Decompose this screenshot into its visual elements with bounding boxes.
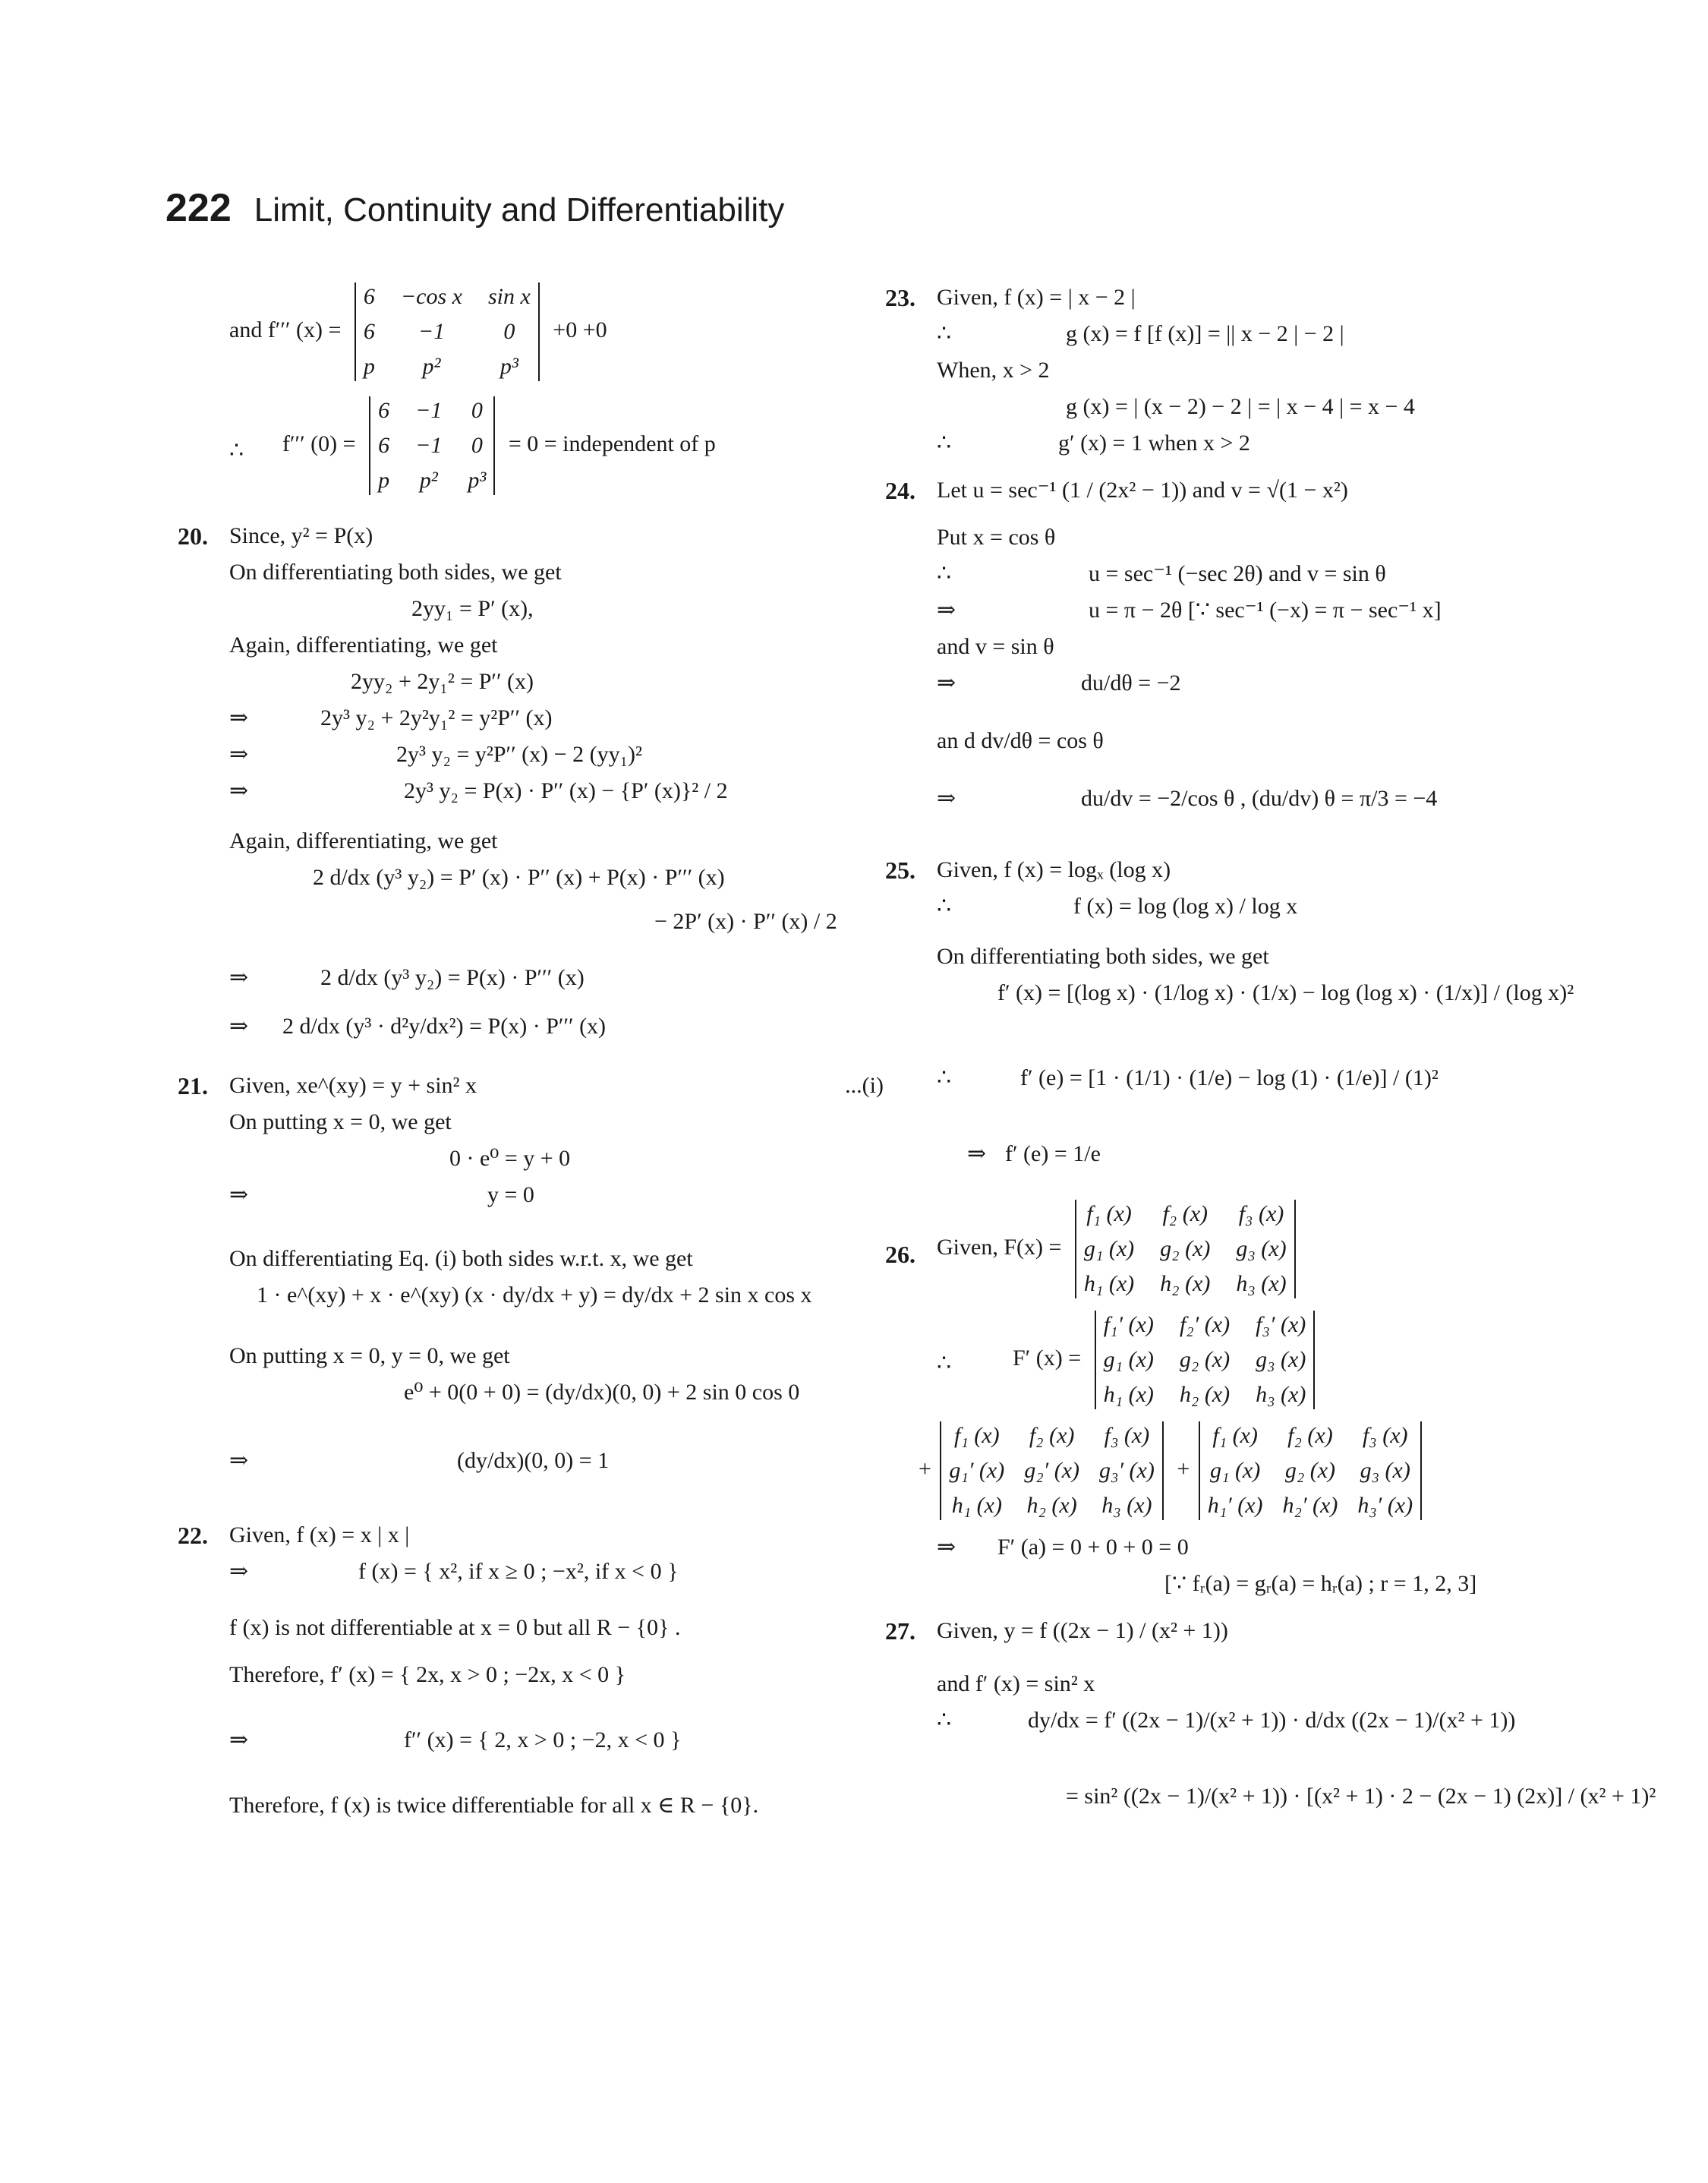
equation-line: − 2P′ (x) · P′′ (x) / 2 xyxy=(654,909,837,934)
equation-line: ⇒ du/dv = −2/cos θ , (du/dv) θ = π/3 = −4 xyxy=(937,786,1438,811)
solution-19-continued xyxy=(179,279,938,507)
solution-22 xyxy=(179,1517,938,1824)
equation-line: Therefore, f′ (x) = { 2x, x > 0 ; −2x, x < 0 } xyxy=(229,1662,626,1687)
equation-line: When, x > 2 xyxy=(937,358,1050,383)
equation-line: ∴ dy/dx = f′ ((2x − 1)/(x² + 1)) · d/dx ((2x − 1)/(x² + 1)) xyxy=(937,1708,1516,1733)
equation-line: ∴ u = sec⁻¹ (−sec 2θ) and v = sin θ xyxy=(937,561,1386,586)
equation-line: f′ (x) = [(log x) · (1/log x) · (1/x) − log (log x) · (1/x)] / (log x)² xyxy=(997,980,1574,1005)
equation-line xyxy=(229,279,938,393)
equation-line: ∴ f′ (e) = [1 · (1/1) · (1/e) − log (1) · (1/e)] / (1)² xyxy=(937,1065,1439,1090)
equation-line: = sin² ((2x − 1)/(x² + 1)) · [(x² + 1) · 2 − (2x − 1) (2x)] / (x² + 1)² xyxy=(1066,1784,1656,1809)
equation-line: + f₁ (x) f₂ (x) f₃ (x) g₁′ (x) g₂′ (x) g₃′ (x) h₁ (x) h₂ (x) h₃ (x) + f₁ (x) f₂ (x) f₃ (x) g₁ (x) g₂ (x) g₃ (x) h₁′ (x) h₂′ (x) h₃′ (x) xyxy=(919,1418,1646,1529)
equation-line: Put x = cos θ xyxy=(937,525,1056,550)
equation-line: 2yy₁ = P′ (x), xyxy=(411,596,534,621)
equation-line: Let u = sec⁻¹ (1 / (2x² − 1)) and v = √(1 − x²) xyxy=(937,478,1348,503)
equation-prefix: and f′′′ (x) = xyxy=(229,317,342,342)
equation-line: Given, y = f ((2x − 1) / (x² + 1)) xyxy=(937,1618,1228,1643)
equation-line: 2 d/dx (y³ y₂) = P′ (x) · P′′ (x) + P(x) · P′′′ (x) xyxy=(313,865,725,890)
equation-line: ⇒ f′ (e) = 1/e xyxy=(967,1141,1101,1166)
equation-line: ⇒ 2y³ y₂ + 2y²y₁² = y²P′′ (x) xyxy=(229,705,553,730)
equation-line: On differentiating both sides, we get xyxy=(937,944,1269,969)
equation-line: ⇒ f (x) = { x², if x ≥ 0 ; −x², if x < 0 } xyxy=(229,1559,679,1584)
equation-line: 0 · e⁰ = y + 0 xyxy=(449,1146,571,1171)
determinant: f₁ (x) f₂ (x) f₃ (x) g₁ (x) g₂ (x) g₃ (x) h₁′ (x) h₂′ (x) h₃′ (x) xyxy=(1196,1418,1429,1523)
equation-line: On differentiating both sides, we get xyxy=(229,560,562,585)
left-column xyxy=(179,279,938,1834)
equation-prefix: f′′′ (0) = xyxy=(282,431,356,456)
equation-line: ⇒ 2y³ y₂ = y²P′′ (x) − 2 (yy₁)² xyxy=(229,742,643,767)
equation-line: Again, differentiating, we get xyxy=(229,828,498,853)
page-number: 222 xyxy=(165,186,232,230)
equation-line: 1 · e^(xy) + x · e^(xy) (x · dy/dx + y) = dy/dx + 2 sin x cos x xyxy=(257,1282,812,1308)
equation-line: and f′ (x) = sin² x xyxy=(937,1671,1095,1696)
equation-line: e⁰ + 0(0 + 0) = (dy/dx)(0, 0) + 2 sin 0 cos 0 xyxy=(404,1380,800,1405)
solution-24 xyxy=(887,472,1646,841)
question-number: 25. xyxy=(885,856,915,884)
solution-21 xyxy=(179,1068,938,1506)
equation-line: Given, f (x) = logₓ (log x) xyxy=(937,857,1171,882)
question-number: 26. xyxy=(885,1241,915,1268)
equation-line: an d dv/dθ = cos θ xyxy=(937,728,1104,753)
equation-suffix: +0 +0 xyxy=(553,317,607,342)
equation-line: ∴ f (x) = log (log x) / log x xyxy=(937,894,1298,919)
determinant: 6 −cos x sin x 6 −1 0 p p² p³ xyxy=(347,279,547,384)
question-number: 21. xyxy=(178,1072,208,1099)
equation-line: ∴ f′′′ (0) = 6 −1 0 6 −1 0 p p² p³ = 0 = independent of p xyxy=(229,393,938,507)
equation-prefix: Given, F(x) = xyxy=(937,1234,1062,1260)
equation-line: g (x) = | (x − 2) − 2 | = | x − 4 | = x − 4 xyxy=(1066,394,1415,419)
equation-prefix: F′ (x) = xyxy=(1013,1345,1082,1371)
equation-line: Given, f (x) = | x − 2 | xyxy=(937,285,1136,310)
equation-line: Therefore, f (x) is twice differentiable for all x ∈ R − {0}. xyxy=(229,1793,759,1818)
solution-27 xyxy=(885,1613,1656,1839)
question-number: 22. xyxy=(178,1522,208,1549)
solution-20 xyxy=(179,518,938,1057)
solution-26 xyxy=(887,1197,1646,1602)
equation-line: On putting x = 0, y = 0, we get xyxy=(229,1343,510,1368)
equation-line: Again, differentiating, we get xyxy=(229,633,498,658)
solution-23 xyxy=(887,279,1646,462)
equation-line: ∴ F′ (x) = f₁′ (x) f₂′ (x) f₃′ (x) g₁ (x) g₂ (x) g₃ (x) h₁ (x) h₂ (x) h₃ (x) xyxy=(937,1308,1646,1418)
equation-line: ⇒ F′ (a) = 0 + 0 + 0 = 0 xyxy=(937,1535,1189,1560)
equation-line: 2yy₂ + 2y₁² = P′′ (x) xyxy=(351,669,534,694)
equation-line: ∴ g (x) = f [f (x)] = || x − 2 | − 2 | xyxy=(937,321,1344,346)
equation-line: f (x) is not differentiable at x = 0 but all R − {0} . xyxy=(229,1615,681,1640)
question-number: 24. xyxy=(885,477,915,504)
equation-line: [∵ fᵣ(a) = gᵣ(a) = hᵣ(a) ; r = 1, 2, 3] xyxy=(1164,1571,1477,1596)
determinant: 6 −1 0 6 −1 0 p p² p³ xyxy=(361,393,503,498)
equation-suffix: = 0 = independent of p xyxy=(508,431,716,456)
equation-line: ⇒ 2 d/dx (y³ · d²y/dx²) = P(x) · P′′′ (x) xyxy=(229,1014,607,1039)
equation-line: ⇒ u = π − 2θ [∵ sec⁻¹ (−x) = π − sec⁻¹ x] xyxy=(937,598,1442,623)
equation-line: ⇒ du/dθ = −2 xyxy=(937,670,1181,696)
equation-line: On putting x = 0, we get xyxy=(229,1109,452,1134)
question-number: 23. xyxy=(885,284,915,311)
equation-line: ⇒ 2 d/dx (y³ y₂) = P(x) · P′′′ (x) xyxy=(229,965,585,990)
question-number: 27. xyxy=(885,1617,915,1645)
right-column xyxy=(885,279,1656,1850)
equation-line: ∴ g′ (x) = 1 when x > 2 xyxy=(937,431,1250,456)
equation-line: ⇒ y = 0 xyxy=(229,1182,534,1207)
determinant: f₁ (x) f₂ (x) f₃ (x) g₁ (x) g₂ (x) g₃ (x) h₁ (x) h₂ (x) h₃ (x) xyxy=(1067,1197,1303,1301)
equation-line: Since, y² = P(x) xyxy=(229,523,373,548)
solution-25 xyxy=(887,852,1646,1186)
question-number: 20. xyxy=(178,522,208,550)
page-header xyxy=(165,185,784,231)
determinant: f₁′ (x) f₂′ (x) f₃′ (x) g₁ (x) g₂ (x) g₃ (x) h₁ (x) h₂ (x) h₃ (x) xyxy=(1087,1308,1323,1412)
equation-line: ⇒ (dy/dx)(0, 0) = 1 xyxy=(229,1448,610,1473)
determinant: f₁ (x) f₂ (x) f₃ (x) g₁′ (x) g₂′ (x) g₃′ (x) h₁ (x) h₂ (x) h₃ (x) xyxy=(937,1418,1171,1523)
equation-line: and v = sin θ xyxy=(937,634,1054,659)
equation-line: On differentiating Eq. (i) both sides w.r.t. x, we get xyxy=(229,1246,693,1271)
equation-line: ⇒ f′′ (x) = { 2, x > 0 ; −2, x < 0 } xyxy=(229,1727,682,1752)
page-title: Limit, Continuity and Differentiability xyxy=(254,191,785,229)
equation-line: ⇒ 2y³ y₂ = P(x) · P′′ (x) − {P′ (x)}² / 2 xyxy=(229,778,728,803)
equation-line: Given, f (x) = x | x | xyxy=(229,1522,410,1547)
equation-line xyxy=(937,1197,1646,1308)
equation-reference: ...(i) xyxy=(845,1073,884,1098)
equation-line: Given, xe^(xy) = y + sin² x ...(i) xyxy=(229,1068,938,1104)
